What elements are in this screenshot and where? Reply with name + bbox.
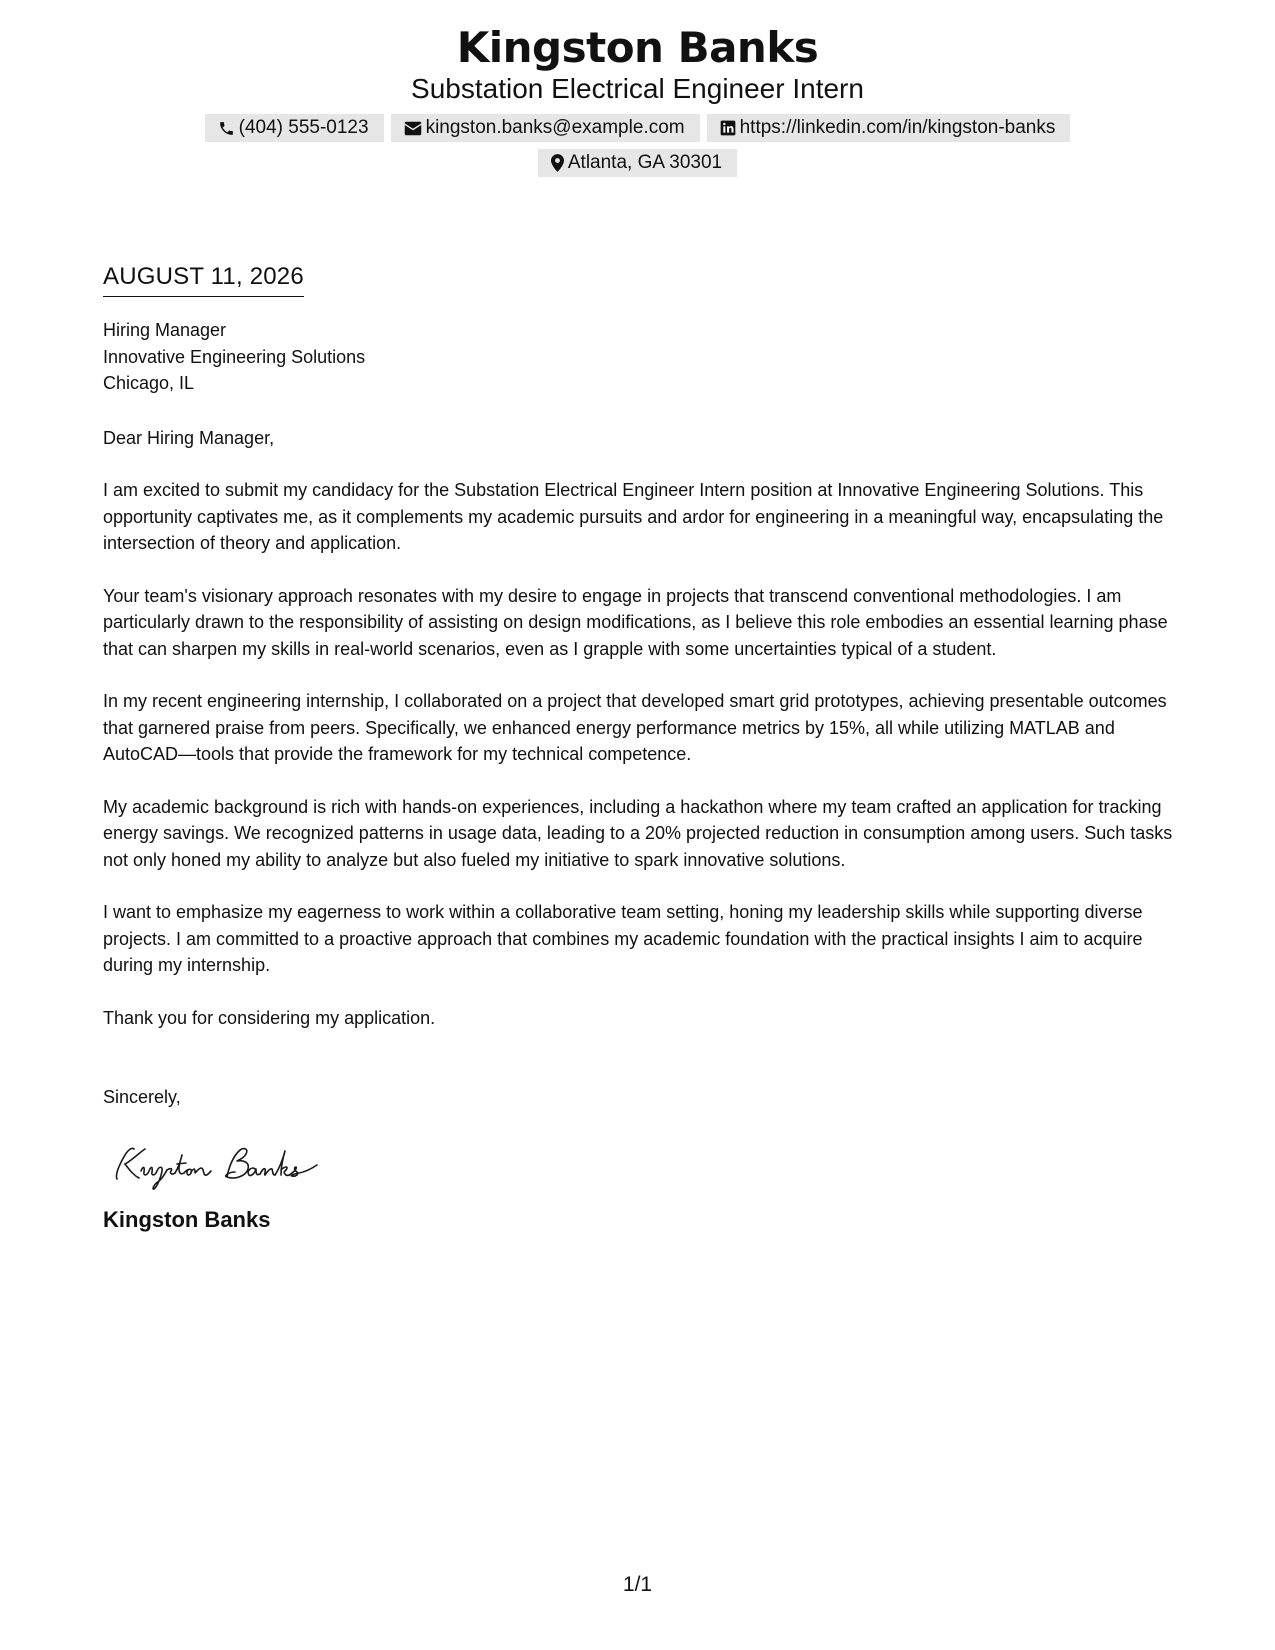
contact-location — [538, 149, 737, 177]
envelope-icon — [404, 121, 422, 136]
letter-body — [103, 262, 1178, 1234]
salutation: Dear Hiring Manager, — [103, 427, 275, 448]
map-marker-icon — [551, 154, 564, 172]
contact-phone[interactable] — [205, 114, 384, 142]
body-paragraph: In my recent engineering internship, I collaborated on a project that developed smart grid prototypes, achieving presentable outcomes that garnered praise from peers. Specifically, we enhanced energy performance metrics by 15%, all while utilizing MATLAB and AutoCAD—tools that provide the framework for my technical competence. — [103, 691, 1167, 764]
recipient-line: Innovative Engineering Solutions — [103, 346, 366, 367]
recipient-line: Chicago, IL — [103, 373, 195, 393]
contact-location-text: Atlanta, GA 30301 — [567, 152, 723, 173]
body-paragraph: My academic background is rich with hands-on experiences, including a hackathon where my team crafted an application for tracking energy savings. We recognized patterns in usage data, leading to a 20% projected reduction in consumption among users. Such tasks not only honed my ability to analyze but also fueled my initiative to spark innovative solutions. — [103, 796, 1173, 870]
contact-linkedin-text: https://linkedin.com/in/kingston-banks — [739, 117, 1056, 138]
contact-row-secondary — [0, 149, 1275, 177]
recipient-line: Hiring Manager — [103, 320, 227, 340]
handwritten-signature — [109, 1139, 1178, 1193]
linkedin-icon — [720, 120, 736, 136]
applicant-title: Substation Electrical Engineer Intern — [411, 73, 864, 104]
contact-email[interactable] — [391, 114, 700, 142]
closing: Sincerely, — [103, 1087, 181, 1107]
contact-phone-text: (404) 555-0123 — [238, 117, 369, 138]
recipient-block — [103, 317, 1178, 397]
body-paragraph: Your team's visionary approach resonates with my desire to engage in projects that transcend conventional methodologies. I am particularly drawn to the responsibility of assisting on design modifications, as I believe this role embodies an essential learning phase that can sharpen my skills in real-world scenarios, even as I grapple with some uncertainties typical of a student. — [103, 585, 1168, 659]
page-number: 1/1 — [622, 1573, 653, 1596]
body-paragraph: I want to emphasize my eagerness to work within a collaborative team setting, honing my leadership skills while supporting diverse projects. I am committed to a proactive approach that combines my academic foundation with the practical insights I aim to acquire during my internship. — [103, 902, 1143, 975]
phone-icon — [218, 120, 235, 137]
body-paragraph: Thank you for considering my application. — [103, 1007, 436, 1028]
signature-graphic — [109, 1139, 359, 1193]
contact-email-text: kingston.banks@example.com — [425, 117, 685, 138]
letter-date: AUGUST 11, 2026 — [103, 262, 304, 297]
applicant-name: Kingston Banks — [456, 23, 819, 72]
contact-row-primary — [0, 114, 1275, 142]
signer-name: Kingston Banks — [103, 1206, 271, 1232]
contact-linkedin[interactable] — [707, 114, 1071, 142]
body-paragraph: I am excited to submit my candidacy for the Substation Electrical Engineer Intern position at Innovative Engineering Solutions. This opportunity captivates me, as it complements my academic pursuits and ardor for engineering in a meaningful way, encapsulating the intersection of theory and application. — [103, 480, 1164, 553]
letter-header — [0, 22, 1275, 177]
